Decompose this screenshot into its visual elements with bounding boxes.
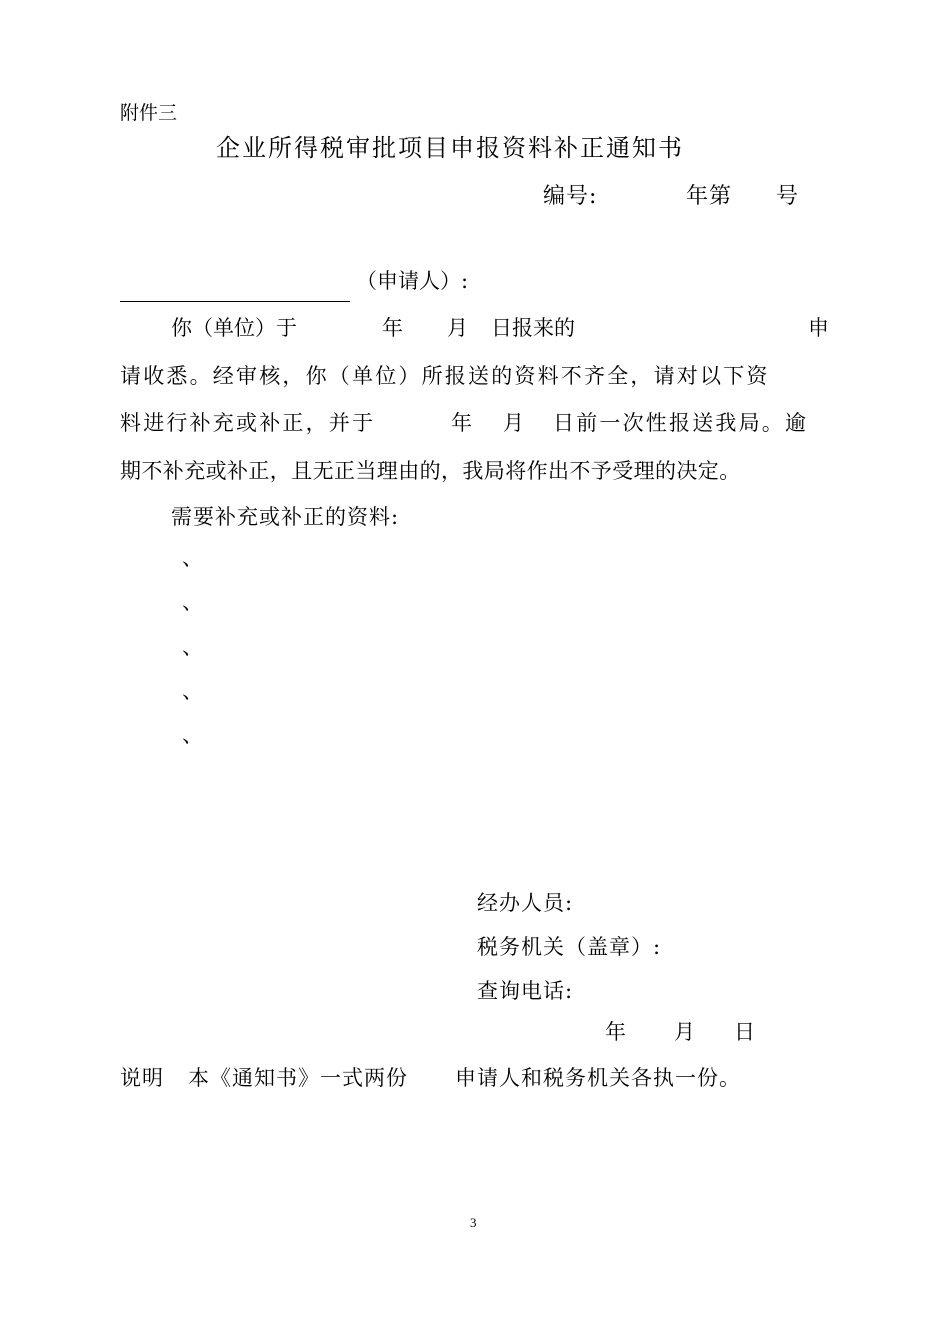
date-month: 月 [674, 1020, 695, 1044]
body-line-3-d: 日前一次性报送我局。逾 [553, 411, 809, 435]
list-item: 、 [182, 546, 203, 570]
body-line-3-year: 年 [451, 411, 472, 435]
applicant-name-blank [120, 301, 350, 302]
body-line-1-year: 年 [382, 316, 403, 340]
body-line-2: 请收悉。经审核，你（单位）所报送的资料不齐全，请对以下资 [120, 364, 770, 388]
body-line-3-a: 料进行补充或补正，并于 [120, 411, 376, 435]
page-number: 3 [470, 1215, 477, 1230]
body-line-1-d: 日报来的 [491, 316, 575, 340]
body-line-4: 期不补充或补正，且无正当理由的，我局将作出不予受理的决定。 [120, 459, 741, 483]
note-holders: 申请人和税务机关各执一份。 [455, 1066, 741, 1090]
body-line-1-e: 申 [808, 316, 829, 340]
phone-label: 查询电话: [477, 979, 574, 1003]
body-line-3 [120, 413, 830, 437]
note-copies: 本《通知书》一式两份 [188, 1066, 408, 1090]
list-item: 、 [182, 723, 203, 747]
body-line-1 [120, 318, 830, 342]
list-item: 、 [182, 679, 203, 703]
body-line-1-a: 你（单位）于 [171, 316, 297, 340]
applicant-suffix: （申请人）: [356, 269, 469, 293]
list-item: 、 [182, 590, 203, 614]
attachment-label: 附件三 [120, 102, 178, 124]
body-line-5: 需要补充或补正的资料: [171, 505, 400, 529]
page-title: 企业所得税审批项目申报资料补正通知书 [216, 134, 684, 162]
date-day: 日 [734, 1020, 755, 1044]
note-label: 说明 [120, 1066, 164, 1090]
body-line-1-month: 月 [447, 316, 468, 340]
list-item: 、 [182, 635, 203, 659]
number-year: 年第 [686, 184, 733, 209]
number-label: 编号: [543, 184, 598, 209]
body-line-3-month: 月 [503, 411, 524, 435]
number-no: 号 [776, 184, 800, 209]
tax-authority-label: 税务机关（盖章）: [477, 935, 662, 959]
date-year: 年 [605, 1020, 626, 1044]
handler-label: 经办人员: [477, 891, 574, 915]
